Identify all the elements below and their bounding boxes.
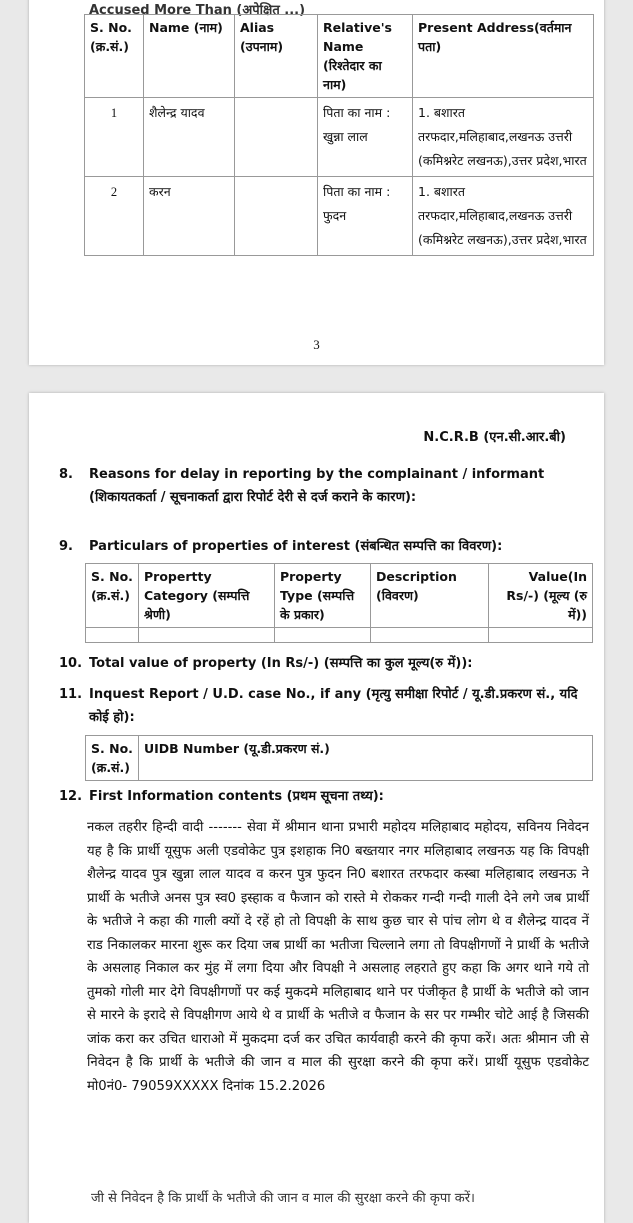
section-number: 8.: [59, 467, 73, 482]
cell-name: शैलेन्द्र यादव: [144, 98, 235, 177]
table-header-row: [86, 564, 593, 628]
empty-cell: [275, 628, 371, 643]
empty-cell: [371, 628, 489, 643]
table-header-row: [85, 15, 594, 98]
table-row: [85, 98, 594, 177]
table-row: [86, 628, 593, 643]
section-heading: Reasons for delay in reporting by the complainant / informant (शिकायतकर्ता / सूचनाकर्ता द्वारा रिपोर्ट देरी से दर्ज कराने के कारण):: [89, 467, 545, 505]
uidb-table: [85, 735, 593, 781]
cell-sno: 1: [85, 98, 144, 177]
accused-table: [84, 14, 594, 256]
col-header-description: Description (विवरण): [371, 564, 489, 628]
col-header-category: Propertty Category (सम्पत्ति श्रेणी): [139, 564, 275, 628]
col-header-sno: S. No. (क्र.सं.): [86, 736, 139, 781]
cell-relative: पिता का नाम : फुदन: [318, 177, 413, 256]
col-header-sno: S. No. (क्र.सं.): [86, 564, 139, 628]
section-heading: First Information contents (प्रथम सूचना तथ्य):: [89, 789, 384, 804]
cut-off-section-header: Accused More Than (अपेक्षित ...): [89, 3, 306, 18]
empty-cell: [489, 628, 593, 643]
col-header-alias: Alias (उपनाम): [235, 15, 318, 98]
section-number: 11.: [59, 687, 83, 702]
section-number: 10.: [59, 656, 83, 671]
cell-address: 1. बशारत तरफदार,मलिहाबाद,लखनऊ उत्तरी (कमिश्नरेट लखनऊ),उत्तर प्रदेश,भारत: [413, 177, 594, 256]
cell-address: 1. बशारत तरफदार,मलिहाबाद,लखनऊ उत्तरी (कमिश्नरेट लखनऊ),उत्तर प्रदेश,भारत: [413, 98, 594, 177]
col-header-value: Value(In Rs/-) (मूल्य (रु में)): [489, 564, 593, 628]
section-number: 9.: [59, 539, 73, 554]
ncrb-header: N.C.R.B (एन.सी.आर.बी): [423, 430, 566, 445]
col-header-sno: S. No. (क्र.सं.): [85, 15, 144, 98]
section-12: [59, 785, 584, 808]
cell-sno: 2: [85, 177, 144, 256]
col-header-relative: Relative's Name (रिश्तेदार का नाम): [318, 15, 413, 98]
section-8: [59, 463, 584, 509]
cell-alias: [235, 98, 318, 177]
cell-name: करन: [144, 177, 235, 256]
section-number: 12.: [59, 789, 83, 804]
section-heading: Inquest Report / U.D. case No., if any (मृत्यु समीक्षा रिपोर्ट / यू.डी.प्रकरण सं., यदि कोई हो):: [89, 687, 578, 725]
first-information-text: नकल तहरीर हिन्दी वादी ------- सेवा में श्रीमान थाना प्रभारी महोदय मलिहाबाद महोदय, सविनय निवेदन यह है कि प्रार्थी यूसुफ अली एडवोकेट पुत्र इशहाक नि0 बख्तयार नगर मलिहाबाद लखनऊ यह कि विपक्षी शैलेन्द्र यादव पुत्र खुन्ना लाल यादव व करन पुत्र फुदन नि0 बशारत तरफदार कस्बा मलिहाबाद लखनऊ ने प्रार्थी के भतीजे अनस पुत्र स्व0 इस्हाक व फैजान को रास्ते मे रोककर गन्दी गन्दी गाली देने लगे जब प्रार्थी के भतीजे ने कहा की गाली क्यों दे रहें हो तो विपक्षी के साथ कुछ चार से पांच लोग थे व शैलेन्द्र यादव नें राड निकालकर मारना शुरू कर दिया जब प्रार्थी का भतीजा चिल्लाने लगा तो विपक्षीगणों ने प्रार्थी के भतीजे के असलाह निकाल कर मुंह में लगा दिया और विपक्षी ने असलाह लहराते हुए कहा कि अगर थाने गये तो तुमको गोली मार देगे विपक्षीगणों पर कई मुकदमे मलिहाबाद थाने पर पंजीकृत है प्रार्थी के भतीजे को जान से मारने के इरादे से विपक्षीगण आये थे व प्रार्थी के भतीजे व फैजान के सर पर गम्भीर चोटे आई है जिसकी जांक करा कर उचित धाराओ में मुकदमा दर्ज कर उचित कार्यवाही करने की कृपा करें। अतः श्रीमान जी से निवेदन है कि प्रार्थी के भतीजे की जान व माल की सुरक्षा करने की कृपा करें। प्रार्थी यूसुफ एडवोकेट मो0नं0- 79059XXXXX दिनांक 15.2.2026: [87, 820, 589, 1094]
document-page-3: [29, 0, 604, 365]
table-header-row: [86, 736, 593, 781]
property-table: [85, 563, 593, 643]
next-page-partial-line: जी से निवेदन है कि प्रार्थी के भतीजे की जान व माल की सुरक्षा करने की कृपा करें।: [91, 1191, 475, 1206]
empty-cell: [139, 628, 275, 643]
document-page-4: [29, 393, 604, 1223]
empty-cell: [86, 628, 139, 643]
section-heading: Particulars of properties of interest (संबन्धित सम्पत्ति का विवरण):: [89, 539, 503, 554]
cell-relative: पिता का नाम : खुन्ना लाल: [318, 98, 413, 177]
col-header-uidb: UIDB Number (यू.डी.प्रकरण सं.): [139, 736, 593, 781]
cell-alias: [235, 177, 318, 256]
col-header-type: Property Type (सम्पत्ति के प्रकार): [275, 564, 371, 628]
section-heading: Total value of property (In Rs/-) (सम्पत्ति का कुल मूल्य(रु में)):: [89, 656, 473, 671]
col-header-name: Name (नाम): [144, 15, 235, 98]
section-11: [59, 683, 584, 729]
section-10: [59, 652, 584, 675]
table-row: [85, 177, 594, 256]
page-number: 3: [313, 337, 320, 352]
col-header-address: Present Address(वर्तमान पता): [413, 15, 594, 98]
section-9: [59, 535, 584, 558]
